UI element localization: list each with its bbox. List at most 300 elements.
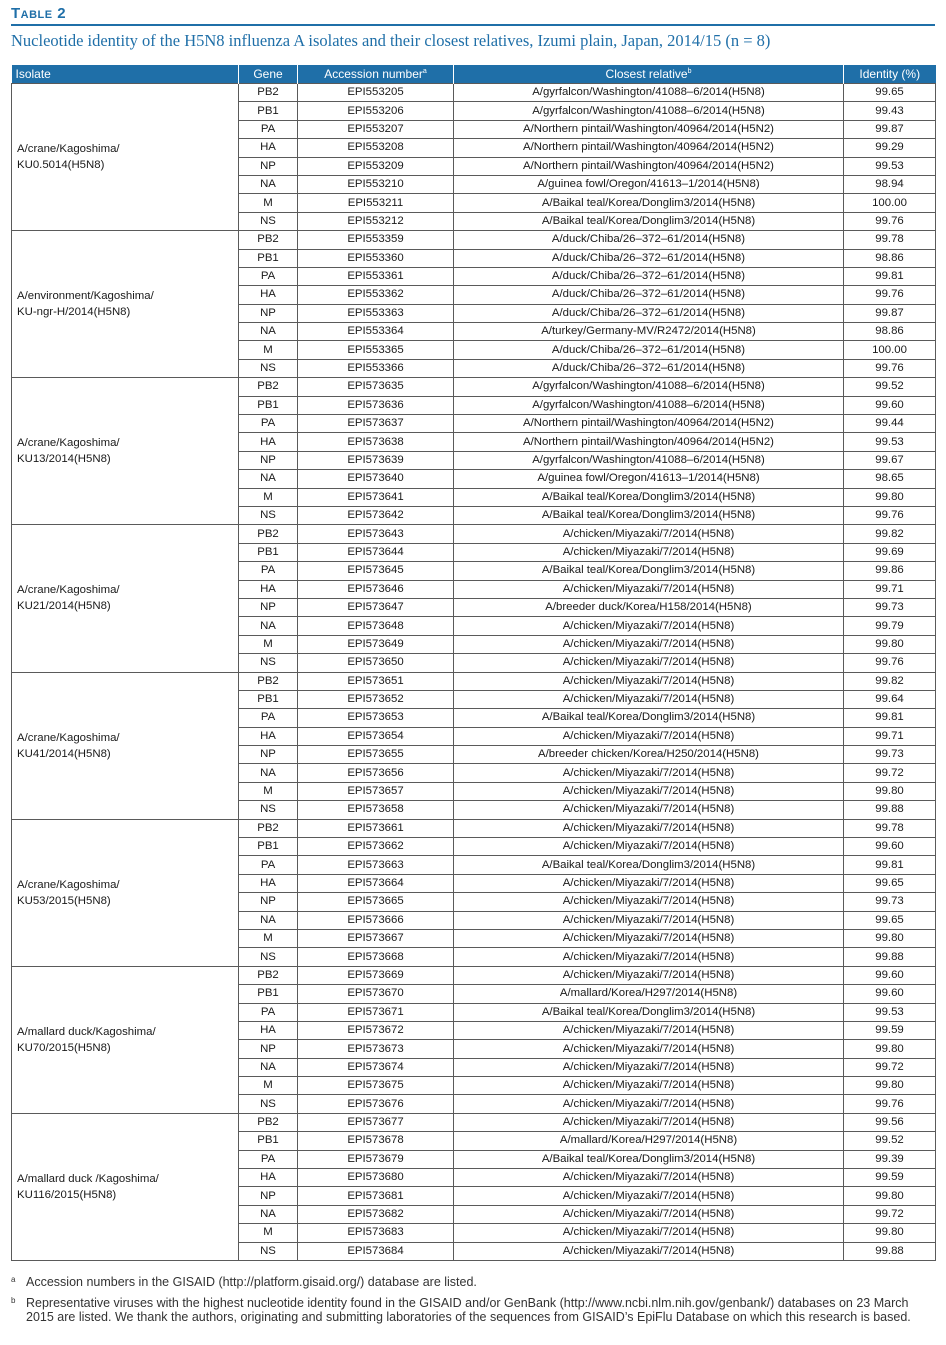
accession-cell: EPI553205 [298,84,454,102]
table-row [12,819,936,837]
gene-cell: NP [239,451,298,469]
identity-cell: 99.65 [844,911,936,929]
gene-cell: PB2 [239,672,298,690]
gene-cell: NS [239,506,298,524]
footnote-mark-b: b [687,68,692,75]
identity-cell: 99.53 [844,1003,936,1021]
isolate-name-line: A/environment/Kagoshima/ [17,290,154,303]
gene-cell: NS [239,212,298,230]
isolate-name-line: A/mallard duck/Kagoshima/ [17,1025,156,1038]
isolate-cell [12,525,239,672]
identity-cell: 99.60 [844,838,936,856]
gene-cell: NA [239,1205,298,1223]
identity-cell: 99.72 [844,764,936,782]
isolate-name-line: A/crane/Kagoshima/ [17,878,120,891]
identity-cell: 99.79 [844,617,936,635]
closest-relative-cell: A/Northern pintail/Washington/40964/2014(H5N2) [454,433,844,451]
accession-cell: EPI573651 [298,672,454,690]
identity-cell: 99.29 [844,139,936,157]
identity-cell: 98.94 [844,175,936,193]
gene-cell: PB1 [239,690,298,708]
gene-cell: PA [239,562,298,580]
accession-cell: EPI573666 [298,911,454,929]
footnote-mark-a: a [422,68,427,75]
identity-cell: 99.65 [844,874,936,892]
identity-cell: 99.80 [844,1224,936,1242]
gene-cell: PB1 [239,985,298,1003]
closest-relative-cell: A/chicken/Miyazaki/7/2014(H5N8) [454,1224,844,1242]
identity-cell: 99.88 [844,948,936,966]
identity-cell: 99.69 [844,543,936,561]
gene-cell: NP [239,893,298,911]
closest-relative-cell: A/Northern pintail/Washington/40964/2014(H5N2) [454,139,844,157]
closest-relative-cell: A/duck/Chiba/26–372–61/2014(H5N8) [454,286,844,304]
accession-cell: EPI573661 [298,819,454,837]
identity-cell: 99.81 [844,267,936,285]
identity-cell: 100.00 [844,341,936,359]
accession-cell: EPI573667 [298,929,454,947]
identity-cell: 99.76 [844,359,936,377]
gene-cell: PB1 [239,543,298,561]
identity-cell: 99.60 [844,966,936,984]
isolate-cell [12,672,239,819]
header-row [12,65,936,84]
gene-cell: NS [239,948,298,966]
closest-relative-cell: A/gyrfalcon/Washington/41088–6/2014(H5N8) [454,451,844,469]
identity-cell: 99.59 [844,1169,936,1187]
closest-relative-cell: A/chicken/Miyazaki/7/2014(H5N8) [454,1205,844,1223]
identity-cell: 99.65 [844,84,936,102]
closest-relative-cell: A/Baikal teal/Korea/Donglim3/2014(H5N8) [454,709,844,727]
closest-relative-cell: A/gyrfalcon/Washington/41088–6/2014(H5N8) [454,378,844,396]
identity-cell: 99.87 [844,304,936,322]
accession-cell: EPI573647 [298,598,454,616]
identity-cell: 99.87 [844,120,936,138]
accession-cell: EPI573656 [298,764,454,782]
identity-cell: 99.80 [844,488,936,506]
identity-cell: 99.76 [844,654,936,672]
closest-relative-cell: A/Baikal teal/Korea/Donglim3/2014(H5N8) [454,562,844,580]
closest-relative-cell: A/chicken/Miyazaki/7/2014(H5N8) [454,911,844,929]
closest-relative-cell: A/chicken/Miyazaki/7/2014(H5N8) [454,525,844,543]
identity-cell: 99.80 [844,1187,936,1205]
accession-cell: EPI573679 [298,1150,454,1168]
identity-cell: 99.43 [844,102,936,120]
accession-cell: EPI573640 [298,470,454,488]
identity-cell: 98.65 [844,470,936,488]
identity-cell: 99.78 [844,819,936,837]
closest-relative-cell: A/chicken/Miyazaki/7/2014(H5N8) [454,580,844,598]
closest-relative-cell: A/mallard/Korea/H297/2014(H5N8) [454,985,844,1003]
closest-relative-cell: A/guinea fowl/Oregon/41613–1/2014(H5N8) [454,175,844,193]
gene-cell: NP [239,1040,298,1058]
footnote-b-text: Representative viruses with the highest nucleotide identity found in the GISAID and/or GenBank (http://www.ncbi.nlm.nih.gov/genbank/) databases on 23 March 2015 are listed. We thank the authors, originating and submitting laboratories of the sequences from GISAID’s EpiFlu Database on which this research is based. [26,1296,911,1324]
isolate-cell [12,1113,239,1260]
gene-cell: NA [239,911,298,929]
closest-relative-cell: A/Northern pintail/Washington/40964/2014(H5N2) [454,415,844,433]
accession-cell: EPI573650 [298,654,454,672]
accession-cell: EPI573663 [298,856,454,874]
gene-cell: M [239,635,298,653]
closest-relative-cell: A/gyrfalcon/Washington/41088–6/2014(H5N8) [454,396,844,414]
gene-cell: PA [239,1150,298,1168]
gene-cell: NP [239,1187,298,1205]
closest-relative-cell: A/duck/Chiba/26–372–61/2014(H5N8) [454,267,844,285]
accession-cell: EPI553363 [298,304,454,322]
closest-relative-cell: A/chicken/Miyazaki/7/2014(H5N8) [454,727,844,745]
table-row [12,525,936,543]
closest-relative-cell: A/guinea fowl/Oregon/41613–1/2014(H5N8) [454,470,844,488]
closest-relative-cell: A/mallard/Korea/H297/2014(H5N8) [454,1132,844,1150]
accession-cell: EPI573682 [298,1205,454,1223]
isolate-name-line: A/crane/Kagoshima/ [17,143,120,156]
accession-cell: EPI553212 [298,212,454,230]
accession-cell: EPI573644 [298,543,454,561]
identity-cell: 99.44 [844,415,936,433]
accession-cell: EPI553206 [298,102,454,120]
identity-cell: 99.86 [844,562,936,580]
accession-cell: EPI573665 [298,893,454,911]
accession-cell: EPI573652 [298,690,454,708]
identity-cell: 99.80 [844,635,936,653]
identity-cell: 99.80 [844,1040,936,1058]
accession-cell: EPI553366 [298,359,454,377]
closest-relative-cell: A/chicken/Miyazaki/7/2014(H5N8) [454,1040,844,1058]
identity-cell: 99.82 [844,525,936,543]
isolate-name-line: A/mallard duck /Kagoshima/ [17,1172,159,1185]
header-accession-label: Accession number [324,67,423,81]
closest-relative-cell: A/chicken/Miyazaki/7/2014(H5N8) [454,654,844,672]
isolate-name-line: KU53/2015(H5N8) [17,894,111,907]
table-row [12,1113,936,1131]
closest-relative-cell: A/duck/Chiba/26–372–61/2014(H5N8) [454,231,844,249]
isolate-name-line: KU0.5014(H5N8) [17,159,105,172]
gene-cell: PB2 [239,378,298,396]
identity-cell: 100.00 [844,194,936,212]
closest-relative-cell: A/chicken/Miyazaki/7/2014(H5N8) [454,1242,844,1260]
closest-relative-cell: A/chicken/Miyazaki/7/2014(H5N8) [454,966,844,984]
closest-relative-cell: A/Baikal teal/Korea/Donglim3/2014(H5N8) [454,1003,844,1021]
accession-cell: EPI573670 [298,985,454,1003]
gene-cell: HA [239,874,298,892]
closest-relative-cell: A/chicken/Miyazaki/7/2014(H5N8) [454,929,844,947]
gene-cell: PB2 [239,966,298,984]
identity-cell: 99.53 [844,433,936,451]
isolate-name-line: KU70/2015(H5N8) [17,1041,111,1054]
identity-cell: 99.73 [844,598,936,616]
closest-relative-cell: A/chicken/Miyazaki/7/2014(H5N8) [454,1077,844,1095]
accession-cell: EPI573648 [298,617,454,635]
isolate-name-line: A/crane/Kagoshima/ [17,437,120,450]
accession-cell: EPI553207 [298,120,454,138]
footnote-a-mark: a [11,1275,16,1284]
table-row [12,84,936,102]
identity-cell: 99.67 [844,451,936,469]
gene-cell: M [239,1077,298,1095]
isolate-cell [12,819,239,966]
closest-relative-cell: A/duck/Chiba/26–372–61/2014(H5N8) [454,304,844,322]
isolate-name-line: KU21/2014(H5N8) [17,600,111,613]
accession-cell: EPI573639 [298,451,454,469]
accession-cell: EPI573671 [298,1003,454,1021]
closest-relative-cell: A/chicken/Miyazaki/7/2014(H5N8) [454,948,844,966]
identity-cell: 99.39 [844,1150,936,1168]
identity-cell: 99.71 [844,580,936,598]
isolate-cell [12,231,239,378]
accession-cell: EPI573641 [298,488,454,506]
accession-cell: EPI573673 [298,1040,454,1058]
accession-cell: EPI553211 [298,194,454,212]
accession-cell: EPI573658 [298,801,454,819]
identity-cell: 99.81 [844,709,936,727]
identity-table [11,65,936,1261]
accession-cell: EPI573654 [298,727,454,745]
identity-cell: 99.71 [844,727,936,745]
title-rule [11,24,935,26]
isolate-name-line: KU13/2014(H5N8) [17,453,111,466]
footnote-a-text: Accession numbers in the GISAID (http://platform.gisaid.org/) database are listed. [26,1275,477,1289]
accession-cell: EPI573681 [298,1187,454,1205]
footnote-b [11,1296,922,1324]
closest-relative-cell: A/chicken/Miyazaki/7/2014(H5N8) [454,672,844,690]
gene-cell: NP [239,157,298,175]
accession-cell: EPI573645 [298,562,454,580]
closest-relative-cell: A/chicken/Miyazaki/7/2014(H5N8) [454,1187,844,1205]
gene-cell: PB1 [239,396,298,414]
gene-cell: M [239,1224,298,1242]
gene-cell: NP [239,598,298,616]
closest-relative-cell: A/chicken/Miyazaki/7/2014(H5N8) [454,1021,844,1039]
accession-cell: EPI573674 [298,1058,454,1076]
gene-cell: PA [239,267,298,285]
closest-relative-cell: A/duck/Chiba/26–372–61/2014(H5N8) [454,249,844,267]
identity-cell: 99.80 [844,929,936,947]
accession-cell: EPI573657 [298,782,454,800]
closest-relative-cell: A/turkey/Germany-MV/R2472/2014(H5N8) [454,323,844,341]
gene-cell: NS [239,1242,298,1260]
gene-cell: NS [239,654,298,672]
gene-cell: HA [239,580,298,598]
gene-cell: PA [239,120,298,138]
closest-relative-cell: A/chicken/Miyazaki/7/2014(H5N8) [454,543,844,561]
closest-relative-cell: A/chicken/Miyazaki/7/2014(H5N8) [454,690,844,708]
header-isolate: Isolate [12,65,239,84]
identity-cell: 99.73 [844,746,936,764]
accession-cell: EPI573642 [298,506,454,524]
closest-relative-cell: A/chicken/Miyazaki/7/2014(H5N8) [454,782,844,800]
closest-relative-cell: A/duck/Chiba/26–372–61/2014(H5N8) [454,359,844,377]
accession-cell: EPI573677 [298,1113,454,1131]
gene-cell: PA [239,709,298,727]
closest-relative-cell: A/chicken/Miyazaki/7/2014(H5N8) [454,1095,844,1113]
closest-relative-cell: A/chicken/Miyazaki/7/2014(H5N8) [454,1058,844,1076]
table-row [12,231,936,249]
gene-cell: HA [239,433,298,451]
identity-cell: 99.88 [844,1242,936,1260]
table-row [12,966,936,984]
header-gene: Gene [239,65,298,84]
gene-cell: M [239,194,298,212]
isolate-name-line: KU116/2015(H5N8) [17,1188,117,1201]
gene-cell: NA [239,1058,298,1076]
gene-cell: HA [239,1169,298,1187]
gene-cell: M [239,488,298,506]
accession-cell: EPI573637 [298,415,454,433]
closest-relative-cell: A/Baikal teal/Korea/Donglim3/2014(H5N8) [454,506,844,524]
identity-cell: 98.86 [844,249,936,267]
identity-cell: 99.52 [844,1132,936,1150]
closest-relative-cell: A/Baikal teal/Korea/Donglim3/2014(H5N8) [454,856,844,874]
gene-cell: PB1 [239,102,298,120]
closest-relative-cell: A/Baikal teal/Korea/Donglim3/2014(H5N8) [454,212,844,230]
gene-cell: PB2 [239,525,298,543]
header-closest-relative [454,65,844,84]
isolate-name-line: KU41/2014(H5N8) [17,747,111,760]
accession-cell: EPI553210 [298,175,454,193]
identity-cell: 99.56 [844,1113,936,1131]
gene-cell: NA [239,175,298,193]
accession-cell: EPI573662 [298,838,454,856]
gene-cell: M [239,929,298,947]
identity-cell: 99.80 [844,782,936,800]
gene-cell: NS [239,1095,298,1113]
closest-relative-cell: A/Baikal teal/Korea/Donglim3/2014(H5N8) [454,488,844,506]
footnote-a [11,1275,922,1289]
accession-cell: EPI573635 [298,378,454,396]
identity-cell: 99.53 [844,157,936,175]
isolate-cell [12,378,239,525]
accession-cell: EPI573683 [298,1224,454,1242]
table-row [12,378,936,396]
accession-cell: EPI573638 [298,433,454,451]
accession-cell: EPI573669 [298,966,454,984]
gene-cell: HA [239,139,298,157]
gene-cell: PB1 [239,249,298,267]
identity-cell: 99.73 [844,893,936,911]
identity-cell: 99.59 [844,1021,936,1039]
table-caption: Nucleotide identity of the H5N8 influenza A isolates and their closest relatives, Izumi plain, Japan, 2014/15 (n = 8) [11,31,771,50]
closest-relative-cell: A/breeder chicken/Korea/H250/2014(H5N8) [454,746,844,764]
identity-cell: 99.64 [844,690,936,708]
gene-cell: PB1 [239,838,298,856]
accession-cell: EPI573676 [298,1095,454,1113]
accession-cell: EPI573653 [298,709,454,727]
accession-cell: EPI553360 [298,249,454,267]
header-accession [298,65,454,84]
closest-relative-cell: A/Baikal teal/Korea/Donglim3/2014(H5N8) [454,194,844,212]
identity-cell: 99.60 [844,985,936,1003]
identity-cell: 98.86 [844,323,936,341]
accession-cell: EPI553209 [298,157,454,175]
gene-cell: NS [239,359,298,377]
closest-relative-cell: A/chicken/Miyazaki/7/2014(H5N8) [454,1169,844,1187]
closest-relative-cell: A/gyrfalcon/Washington/41088–6/2014(H5N8) [454,84,844,102]
closest-relative-cell: A/breeder duck/Korea/H158/2014(H5N8) [454,598,844,616]
accession-cell: EPI573680 [298,1169,454,1187]
gene-cell: M [239,782,298,800]
identity-cell: 99.72 [844,1205,936,1223]
accession-cell: EPI553208 [298,139,454,157]
identity-cell: 99.76 [844,1095,936,1113]
identity-cell: 99.76 [844,506,936,524]
identity-cell: 99.78 [844,231,936,249]
identity-cell: 99.88 [844,801,936,819]
accession-cell: EPI553361 [298,267,454,285]
accession-cell: EPI553359 [298,231,454,249]
closest-relative-cell: A/chicken/Miyazaki/7/2014(H5N8) [454,838,844,856]
gene-cell: PB1 [239,1132,298,1150]
gene-cell: M [239,341,298,359]
isolate-name-line: A/crane/Kagoshima/ [17,731,120,744]
accession-cell: EPI573643 [298,525,454,543]
accession-cell: EPI553365 [298,341,454,359]
closest-relative-cell: A/chicken/Miyazaki/7/2014(H5N8) [454,764,844,782]
closest-relative-cell: A/chicken/Miyazaki/7/2014(H5N8) [454,617,844,635]
accession-cell: EPI573672 [298,1021,454,1039]
accession-cell: EPI573664 [298,874,454,892]
gene-cell: PA [239,415,298,433]
closest-relative-cell: A/Northern pintail/Washington/40964/2014(H5N2) [454,120,844,138]
accession-cell: EPI573636 [298,396,454,414]
identity-cell: 99.76 [844,212,936,230]
identity-cell: 99.60 [844,396,936,414]
footnote-b-mark: b [11,1296,16,1305]
accession-cell: EPI573655 [298,746,454,764]
accession-cell: EPI553364 [298,323,454,341]
accession-cell: EPI573668 [298,948,454,966]
closest-relative-cell: A/Northern pintail/Washington/40964/2014(H5N2) [454,157,844,175]
isolate-name-line: KU-ngr-H/2014(H5N8) [17,306,131,319]
closest-relative-cell: A/chicken/Miyazaki/7/2014(H5N8) [454,819,844,837]
gene-cell: HA [239,727,298,745]
closest-relative-cell: A/duck/Chiba/26–372–61/2014(H5N8) [454,341,844,359]
header-relative-label: Closest relative [605,67,688,81]
identity-cell: 99.82 [844,672,936,690]
identity-cell: 99.76 [844,286,936,304]
gene-cell: PB2 [239,1113,298,1131]
table-row [12,672,936,690]
accession-cell: EPI573684 [298,1242,454,1260]
gene-cell: NP [239,304,298,322]
closest-relative-cell: A/chicken/Miyazaki/7/2014(H5N8) [454,635,844,653]
accession-cell: EPI553362 [298,286,454,304]
accession-cell: EPI573678 [298,1132,454,1150]
closest-relative-cell: A/chicken/Miyazaki/7/2014(H5N8) [454,893,844,911]
gene-cell: HA [239,286,298,304]
accession-cell: EPI573675 [298,1077,454,1095]
gene-cell: PA [239,856,298,874]
header-identity: Identity (%) [844,65,936,84]
closest-relative-cell: A/chicken/Miyazaki/7/2014(H5N8) [454,801,844,819]
gene-cell: NS [239,801,298,819]
accession-cell: EPI573649 [298,635,454,653]
accession-cell: EPI573646 [298,580,454,598]
gene-cell: NA [239,323,298,341]
isolate-cell [12,966,239,1113]
closest-relative-cell: A/Baikal teal/Korea/Donglim3/2014(H5N8) [454,1150,844,1168]
identity-cell: 99.80 [844,1077,936,1095]
isolate-cell [12,84,239,231]
gene-cell: PB2 [239,84,298,102]
isolate-name-line: A/crane/Kagoshima/ [17,584,120,597]
closest-relative-cell: A/gyrfalcon/Washington/41088–6/2014(H5N8) [454,102,844,120]
gene-cell: NA [239,617,298,635]
identity-cell: 99.72 [844,1058,936,1076]
gene-cell: HA [239,1021,298,1039]
gene-cell: NA [239,470,298,488]
closest-relative-cell: A/chicken/Miyazaki/7/2014(H5N8) [454,874,844,892]
gene-cell: PB2 [239,231,298,249]
